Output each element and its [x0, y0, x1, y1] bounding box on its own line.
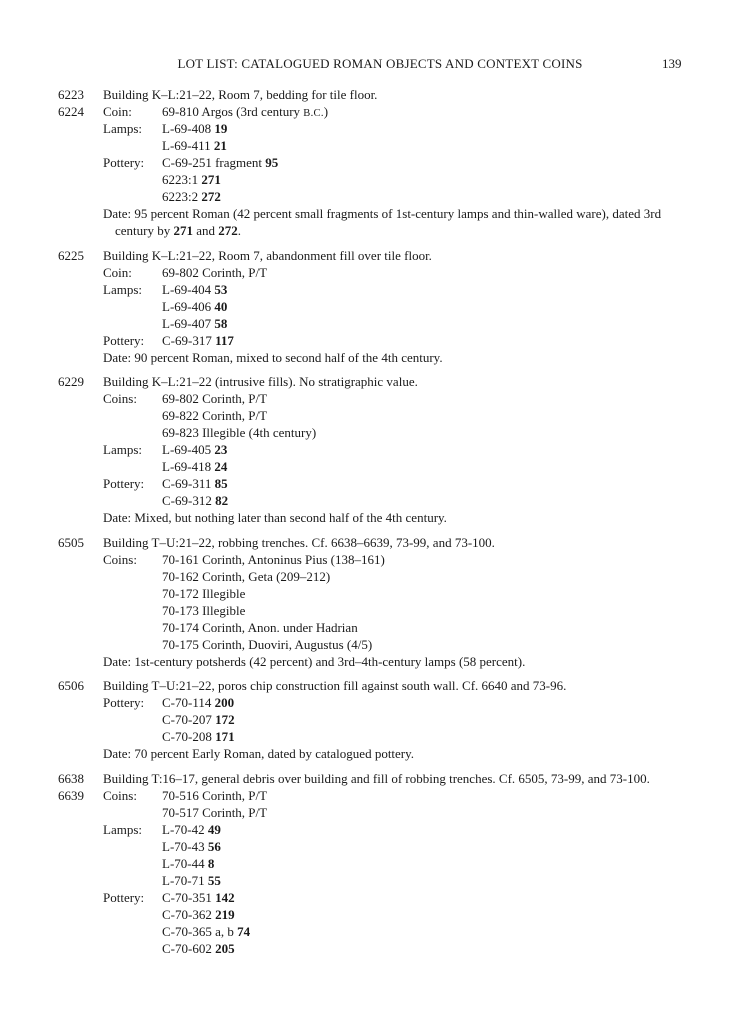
entry-line — [0, 804, 744, 821]
category-label: Pottery: — [103, 476, 145, 491]
catalogue-number: 219 — [215, 906, 235, 922]
entry-line — [0, 728, 744, 745]
catalogue-number: 172 — [215, 712, 235, 727]
catalogue-number: 40 — [214, 298, 228, 314]
entry-line — [0, 120, 744, 137]
catalogue-number: 82 — [215, 493, 229, 508]
catalogue-number: 142 — [215, 889, 235, 905]
inventory-item: L-70-43 56 — [162, 838, 221, 854]
lot-entry — [0, 534, 744, 670]
catalogue-number: 58 — [214, 315, 228, 331]
entry-line — [0, 332, 744, 349]
entry-line — [0, 636, 744, 653]
inventory-item: 69-802 Corinth, P/T — [162, 391, 268, 406]
lot-description: Building K–L:21–22, Room 7, abandonment fill over tile floor. — [103, 247, 432, 263]
inventory-item: L-69-405 23 — [162, 442, 228, 457]
entry-line — [0, 281, 744, 298]
category-label: Pottery: — [103, 155, 145, 170]
entry-line — [0, 373, 744, 390]
entry-line — [0, 475, 744, 492]
entry-line — [0, 86, 744, 103]
catalogue-number: 53 — [214, 281, 228, 297]
category-label: Lamps: — [103, 121, 142, 136]
entry-line — [0, 770, 744, 787]
entry-line — [0, 458, 744, 475]
catalogue-number: 49 — [207, 821, 221, 837]
catalogue-number: 171 — [215, 729, 235, 744]
entry-line — [0, 390, 744, 407]
entry-line — [0, 551, 744, 568]
entry-line — [0, 315, 744, 332]
category-label: Coins: — [103, 787, 137, 803]
inventory-item: 69-823 Illegible (4th century) — [162, 425, 317, 440]
entry-line — [0, 677, 744, 694]
inventory-item: 70-172 Illegible — [162, 585, 246, 601]
catalogue-number: 200 — [214, 695, 235, 710]
inventory-item: L-70-71 55 — [162, 872, 221, 888]
entry-line — [0, 171, 744, 188]
inventory-item: 69-802 Corinth, P/T — [162, 264, 268, 280]
category-label: Lamps: — [103, 442, 142, 457]
entry-line — [0, 872, 744, 889]
entry-line — [0, 154, 744, 171]
category-label: Coin: — [103, 104, 132, 119]
lot-number: 6229 — [58, 374, 84, 389]
catalogue-number: 21 — [213, 138, 227, 153]
catalogue-number: 271 — [201, 172, 221, 187]
inventory-item: C-70-351 142 — [162, 889, 235, 905]
catalogue-number: 19 — [214, 121, 228, 136]
inventory-item: C-70-602 205 — [162, 940, 235, 956]
date-note: Date: 70 percent Early Roman, dated by catalogued pottery. — [103, 746, 415, 761]
entry-line — [0, 940, 744, 957]
inventory-item: C-70-207 172 — [162, 712, 235, 727]
inventory-item: 70-175 Corinth, Duoviri, Augustus (4/5) — [162, 636, 373, 652]
entry-line — [0, 264, 744, 281]
category-label: Coins: — [103, 391, 137, 406]
lot-entry — [0, 86, 744, 239]
inventory-item: L-69-406 40 — [162, 298, 228, 314]
inventory-item: C-70-114 200 — [162, 695, 235, 710]
inventory-item: C-69-317 117 — [162, 332, 234, 348]
entry-line — [0, 923, 744, 940]
lot-entry — [0, 247, 744, 366]
lot-description: Building T–U:21–22, poros chip construction fill against south wall. Cf. 6640 and 73-96. — [103, 678, 567, 693]
entry-line — [0, 492, 744, 509]
catalogue-number: 8 — [207, 855, 215, 871]
inventory-item: L-70-42 49 — [162, 821, 221, 837]
lot-description: Building T–U:21–22, robbing trenches. Cf. 6638–6639, 73-99, and 73-100. — [103, 534, 495, 550]
date-note: Date: 95 percent Roman (42 percent small fragments of 1st-century lamps and thin-walled ware), dated 3rd — [103, 206, 662, 221]
inventory-item: C-70-365 a, b 74 — [162, 923, 251, 939]
entry-line — [0, 694, 744, 711]
date-note: Date: 90 percent Roman, mixed to second half of the 4th century. — [103, 349, 443, 365]
catalogue-number: 55 — [207, 872, 221, 888]
entry-line — [0, 188, 744, 205]
lot-list — [0, 86, 744, 964]
entry-line — [0, 711, 744, 728]
inventory-item: 70-173 Illegible — [162, 602, 246, 618]
category-label: Coin: — [103, 264, 132, 280]
entry-line — [0, 906, 744, 923]
inventory-item: C-69-311 85 — [162, 476, 228, 491]
catalogue-number: 24 — [214, 459, 228, 474]
inventory-item: L-69-418 24 — [162, 459, 228, 474]
category-label: Lamps: — [103, 821, 142, 837]
lot-entry — [0, 770, 744, 957]
date-note: Date: 1st-century potsherds (42 percent) and 3rd–4th-century lamps (58 percent). — [103, 653, 526, 669]
inventory-item: 69-810 Argos (3rd century B.C.) — [162, 104, 329, 119]
entry-line — [0, 441, 744, 458]
entry-line — [0, 137, 744, 154]
catalogue-number: 85 — [214, 476, 228, 491]
inventory-item: L-69-411 21 — [162, 138, 227, 153]
inventory-item: 70-162 Corinth, Geta (209–212) — [162, 568, 331, 584]
lot-entry — [0, 677, 744, 762]
lot-number: 6224 — [58, 104, 84, 119]
entry-line — [0, 247, 744, 264]
lot-number: 6225 — [58, 247, 84, 263]
lot-entry — [0, 373, 744, 526]
lot-number: 6638 — [58, 770, 84, 786]
inventory-item: 70-174 Corinth, Anon. under Hadrian — [162, 619, 358, 635]
lot-description: Building T:16–17, general debris over building and fill of robbing trenches. Cf. 6505, 73-99, and 73-100. — [103, 770, 650, 786]
catalogue-number: 272 — [201, 189, 221, 204]
date-note-continued: century by 271 and 272. — [115, 223, 242, 238]
inventory-item: C-70-208 171 — [162, 729, 235, 744]
inventory-item: 70-516 Corinth, P/T — [162, 787, 268, 803]
small-caps-era: B.C. — [303, 108, 324, 119]
entry-line — [0, 298, 744, 315]
lot-number: 6506 — [58, 678, 84, 693]
catalogue-number: 205 — [215, 940, 235, 956]
entry-line — [0, 424, 744, 441]
page-number: 139 — [662, 56, 682, 71]
inventory-item: 70-161 Corinth, Antoninus Pius (138–161) — [162, 551, 385, 567]
inventory-item: 6223:1 271 — [162, 172, 221, 187]
catalogue-number: 95 — [265, 155, 279, 170]
date-note: Date: Mixed, but nothing later than second half of the 4th century. — [103, 510, 447, 525]
catalogue-number: 117 — [215, 332, 234, 348]
entry-line — [0, 568, 744, 585]
entry-line — [0, 103, 744, 120]
inventory-item: C-69-312 82 — [162, 493, 229, 508]
entry-line — [0, 889, 744, 906]
inventory-item: 70-517 Corinth, P/T — [162, 804, 268, 820]
entry-line — [0, 821, 744, 838]
entry-line — [0, 602, 744, 619]
entry-line — [0, 787, 744, 804]
entry-line — [0, 838, 744, 855]
lot-description: Building K–L:21–22, Room 7, bedding for tile floor. — [103, 87, 378, 102]
entry-line — [0, 534, 744, 551]
inventory-item: 69-822 Corinth, P/T — [162, 408, 268, 423]
lot-description: Building K–L:21–22 (intrusive fills). No stratigraphic value. — [103, 374, 418, 389]
catalogue-number: 272 — [218, 223, 238, 238]
catalogue-number: 74 — [237, 923, 251, 939]
category-label: Pottery: — [103, 332, 145, 348]
inventory-item: C-69-251 fragment 95 — [162, 155, 279, 170]
lot-number: 6505 — [58, 534, 84, 550]
category-label: Pottery: — [103, 889, 145, 905]
inventory-item: C-70-362 219 — [162, 906, 235, 922]
inventory-item: L-69-408 19 — [162, 121, 228, 136]
inventory-item: L-69-407 58 — [162, 315, 228, 331]
entry-line — [0, 855, 744, 872]
catalogue-number: 56 — [207, 838, 221, 854]
lot-number: 6223 — [58, 87, 84, 102]
inventory-item: L-69-404 53 — [162, 281, 228, 297]
entry-line — [0, 585, 744, 602]
entry-line — [0, 619, 744, 636]
catalogue-number: 23 — [214, 442, 228, 457]
running-header: LOT LIST: CATALOGUED ROMAN OBJECTS AND CONTEXT COINS — [177, 56, 583, 71]
inventory-item: 6223:2 272 — [162, 189, 221, 204]
inventory-item: L-70-44 8 — [162, 855, 215, 871]
entry-line — [0, 407, 744, 424]
category-label: Lamps: — [103, 281, 142, 297]
category-label: Pottery: — [103, 695, 145, 710]
catalogue-number: 271 — [173, 223, 193, 238]
lot-number: 6639 — [58, 787, 84, 803]
category-label: Coins: — [103, 551, 137, 567]
